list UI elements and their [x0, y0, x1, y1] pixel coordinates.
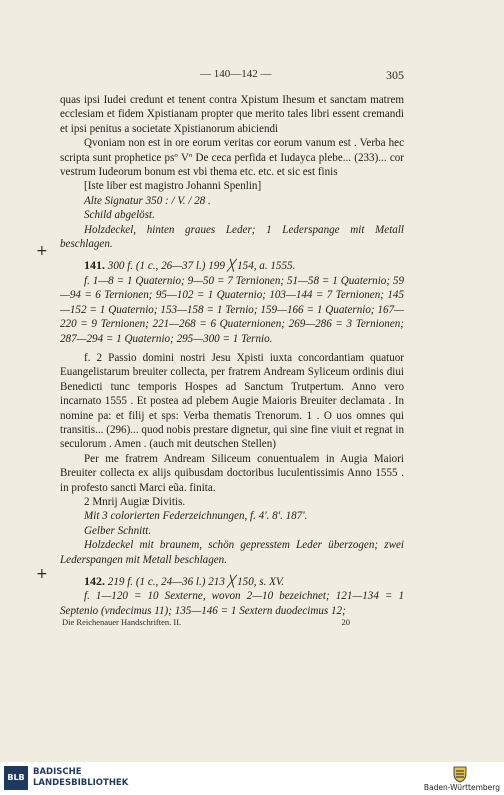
library-branding-bar [0, 762, 504, 795]
coat-of-arms-icon [452, 765, 468, 783]
entry-142-heading [60, 574, 404, 589]
running-header [60, 68, 404, 82]
margin-plus-mark: + [36, 243, 48, 259]
library-name-line: LANDESBIBLIOTHEK [33, 778, 129, 788]
paragraph: f. 2 Passio domini nostri Jesu Xpisti iuxta concordantiam quatuor Euangelistarum breuiter collecta, per fratrem Andream Syliceum ordinis diui Benedicti tunc temporis Hospes ad Sanctum Trutpertum. Anno vero incarnato 1555 . Et postea ad plebem Augie Maioris Breuiter declamata . In nomine pa: et filij et sps: Verba thematis Trenorum. 1 . O uos omnes qui transitis... (296)... quod nobis prestare dignetur, qui sine fine viuit et regnat in seculorum . Amen . (auch mit deutschen Stellen) [60, 351, 404, 451]
collation: f. 1—8 = 1 Quaternio; 9—50 = 7 Ternionen; 51—58 = 1 Quaternio; 59—94 = 6 Ternionen; 95—102 = 1 Quaternio; 103—144 = 7 Ternionen; 145—152 = 1 Quaternio; 153—158 = 1 Ternio; 159—166 = 1 Quaternio; 167—220 = 9 Ternionen; 221—268 = 6 Quaternionen; 269—286 = 3 Ternionen; 287—294 = 1 Quaternio; 295—300 = 1 Ternio. [60, 274, 404, 345]
entry-141-heading [60, 258, 404, 273]
blb-logo-icon: BLB [4, 766, 28, 790]
binding-description: Holzdeckel mit braunem, schön gepresstem Leder überzogen; zwei Lederspangen mit Metall beschlagen. [60, 539, 404, 566]
state-name: Baden-Württemberg [423, 783, 500, 792]
body-text [60, 93, 404, 618]
paragraph: quas ipsi Iudei credunt et tenent contra Xpistum Ihesum et sanctam matrem ecclesiam et fidem Xpistianam propter que merito tales libri essent cremandi et ipsi penitus a societate Xpistianorum abiciendi [60, 94, 404, 135]
entry-number: 142. [84, 574, 105, 588]
footer-signature: Die Reichenauer Handschriften. II. [62, 617, 182, 627]
old-signature: Alte Signatur 350 : / V. / 28 . [84, 194, 211, 207]
margin-plus-mark: + [36, 566, 48, 582]
description-line: Gelber Schnitt. [84, 524, 152, 537]
page-number: 305 [386, 68, 404, 82]
entry-heading-text: 300 f. (1 c., 26—37 l.) 199 ╳ 154, a. 1555. [107, 260, 296, 273]
footer-sheet-number: 20 [341, 617, 350, 627]
binding-description: Holzdeckel, hinten graues Leder; 1 Lederspange mit Metall beschlagen. [60, 223, 404, 251]
entry-number: 141. [84, 258, 105, 273]
paragraph: Per me fratrem Andream Siliceum conuentualem in Augia Maiori Breuiter collecta ex alijs quibusdam doctoribus luculentissimis Anno 1555 . in profesto sancti Marci eũa. finita. [60, 452, 404, 494]
collation: f. 1—120 = 10 Sexterne, wovon 2—10 bezeichnet; 121—134 = 1 Septenio (vndecimus 11); 135—146 = 1 Sextern duodecimus 12; [60, 590, 404, 617]
library-name-line: BADISCHE [33, 767, 82, 777]
entry-range: — 140—142 — [200, 68, 272, 80]
shelfmark: 2 Mnrij Augiæ Divitis. [84, 495, 186, 508]
library-name [33, 767, 128, 789]
paragraph: Qvoniam non est in ore eorum veritas cor eorum vanum est . Verba hec scripta sunt prophetice psº Vº De ceca perfida et Iudayca plebe... (233)... cor vestrum Iudeorum bonum est vbi thema etc. etc. et sic est finis [60, 137, 404, 179]
paragraph: [Iste liber est magistro Johanni Spenlin] [84, 180, 262, 193]
description-line: Mit 3 colorierten Federzeichnungen, f. 4'. 8'. 187'. [84, 510, 308, 523]
description-line: Schild abgelöst. [84, 209, 155, 222]
entry-heading-text: 219 f. (1 c., 24—36 l.) 213 ╳ 150, s. XV. [107, 576, 285, 588]
